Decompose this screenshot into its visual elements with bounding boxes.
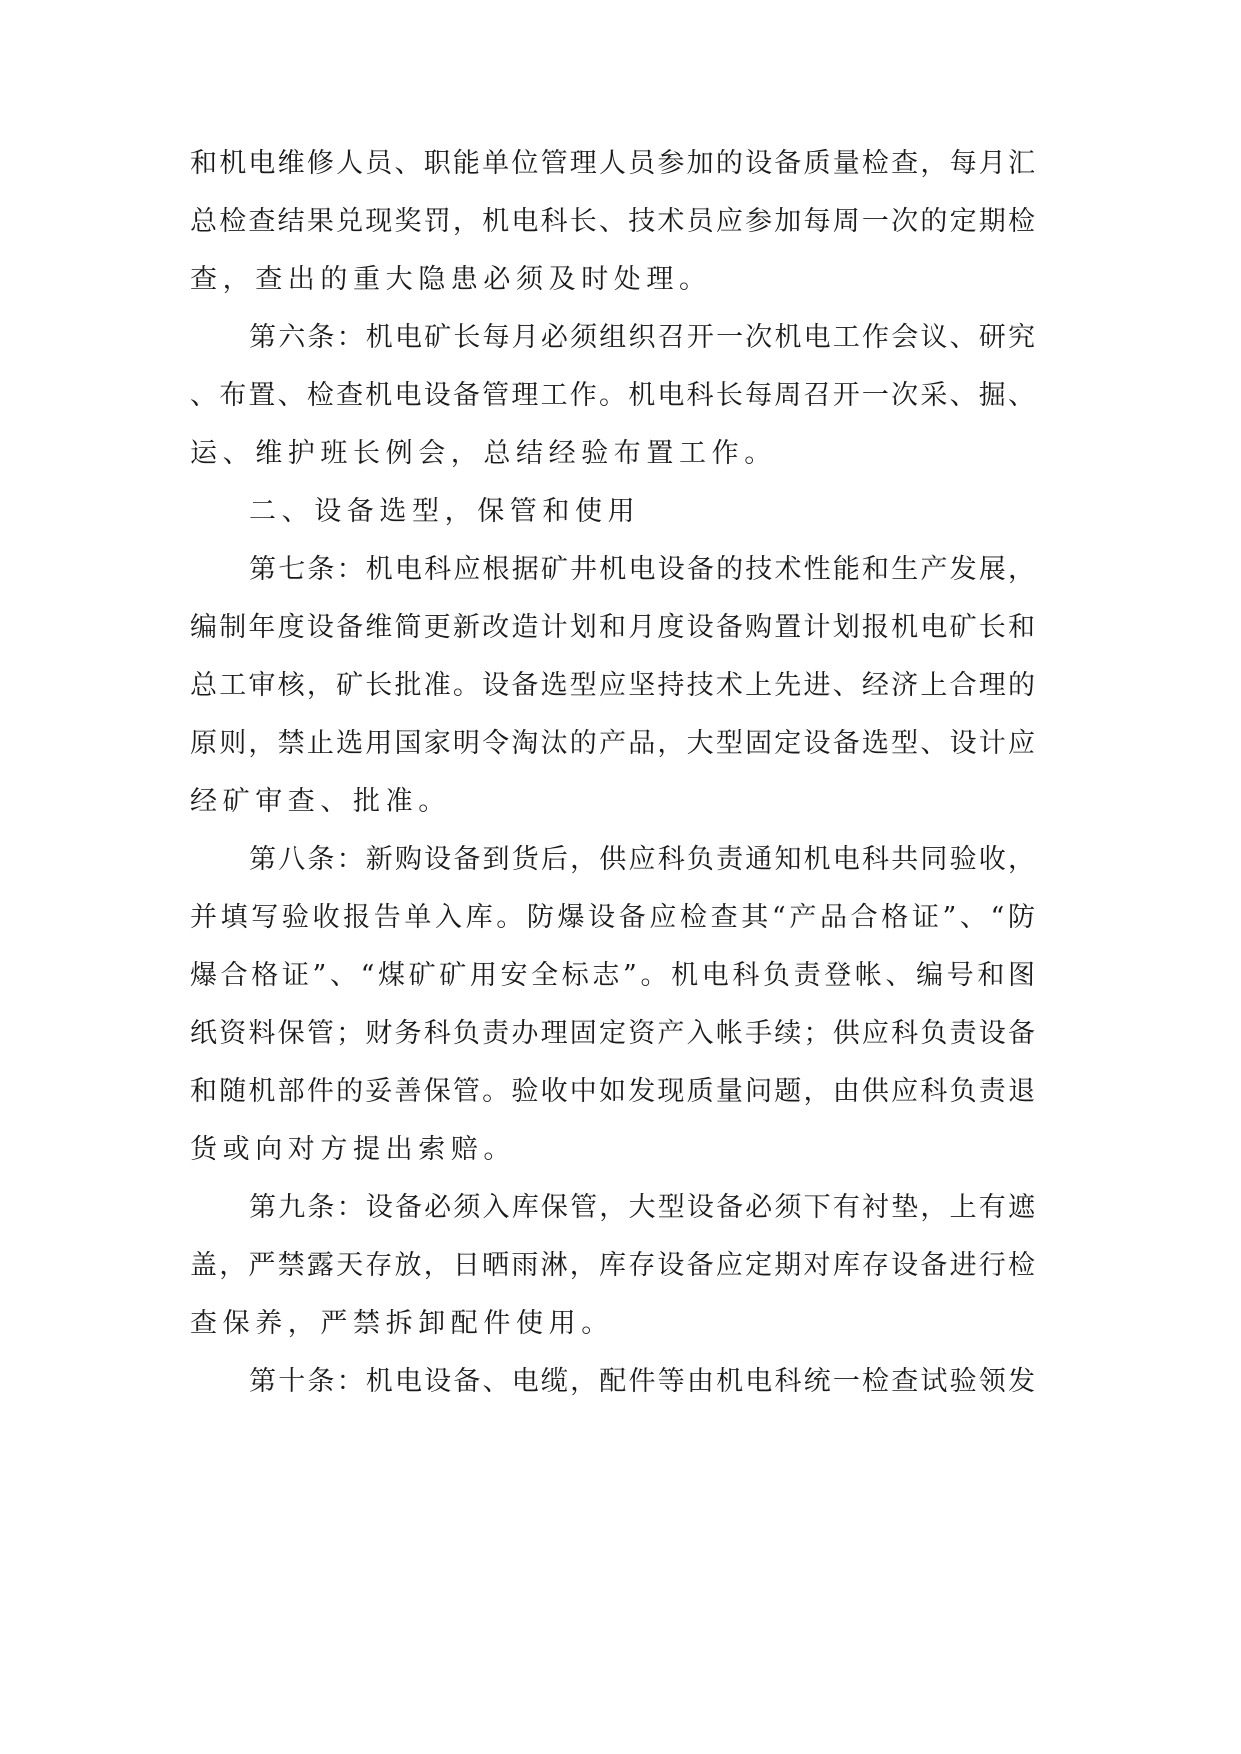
text-line: 爆合格证”、“煤矿矿用安全标志”。机电科负责登帐、编号和图 <box>190 960 1035 991</box>
paragraph-first-line: 第九条：设备必须入库保管，大型设备必须下有衬垫，上有遮 <box>249 1192 1035 1223</box>
text-line: 盖，严禁露天存放，日晒雨淋，库存设备应定期对库存设备进行检 <box>190 1250 1035 1281</box>
section-heading: 二、设备选型，保管和使用 <box>249 496 641 527</box>
text-line: 总工审核，矿长批准。设备选型应坚持技术上先进、经济上合理的 <box>190 670 1035 701</box>
text-line: 编制年度设备维简更新改造计划和月度设备购置计划报机电矿长和 <box>190 612 1035 643</box>
text-line: 货或向对方提出索赔。 <box>190 1134 516 1165</box>
text-line: 总检查结果兑现奖罚，机电科长、技术员应参加每周一次的定期检 <box>190 206 1035 237</box>
text-line: 查保养，严禁拆卸配件使用。 <box>190 1308 614 1339</box>
text-line: 纸资料保管；财务科负责办理固定资产入帐手续；供应科负责设备 <box>190 1018 1035 1049</box>
text-line: 原则，禁止选用国家明令淘汰的产品，大型固定设备选型、设计应 <box>190 728 1035 759</box>
text-line: 运、维护班长例会，总结经验布置工作。 <box>190 438 777 469</box>
text-line: 并填写验收报告单入库。防爆设备应检查其“产品合格证”、“防 <box>190 902 1035 933</box>
text-line: 和随机部件的妥善保管。验收中如发现质量问题，由供应科负责退 <box>190 1076 1035 1107</box>
paragraph-first-line: 第六条：机电矿长每月必须组织召开一次机电工作会议、研究 <box>249 322 1035 353</box>
paragraph-first-line: 第八条：新购设备到货后，供应科负责通知机电科共同验收， <box>249 844 1035 875</box>
text-line: 、布置、检查机电设备管理工作。机电科长每周召开一次采、掘、 <box>190 380 1035 411</box>
paragraph-first-line: 第十条：机电设备、电缆，配件等由机电科统一检查试验领发 <box>249 1366 1035 1397</box>
text-line: 经矿审查、批准。 <box>190 786 451 817</box>
text-line: 查，查出的重大隐患必须及时处理。 <box>190 264 712 295</box>
paragraph-first-line: 第七条：机电科应根据矿井机电设备的技术性能和生产发展， <box>249 554 1035 585</box>
text-line: 和机电维修人员、职能单位管理人员参加的设备质量检查，每月汇 <box>190 148 1035 179</box>
